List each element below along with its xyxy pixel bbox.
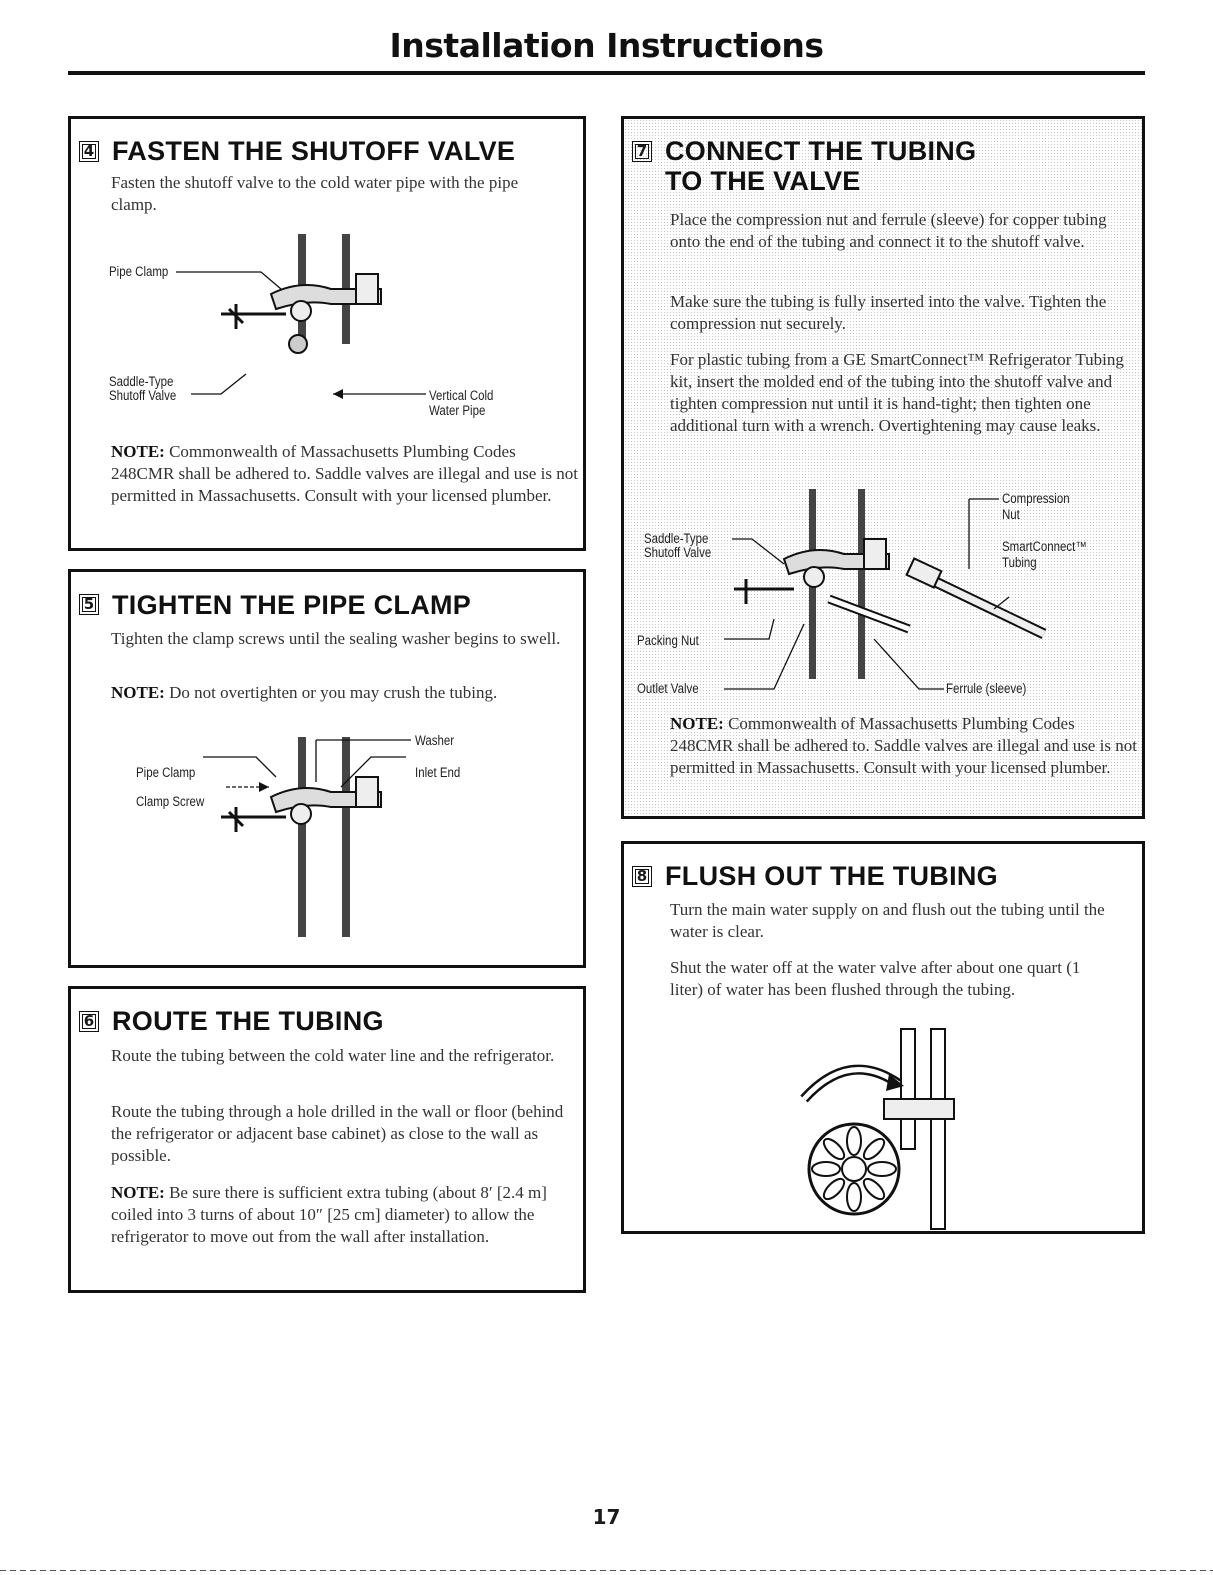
step-8-box [621, 841, 1145, 1234]
step-6-box [68, 986, 586, 1293]
label-shutoff-valve: Shutoff Valve [644, 545, 712, 560]
bottom-scan-edge [0, 1570, 1213, 1571]
step-5-box [68, 569, 586, 968]
tubing-connection-diagram [624, 489, 1142, 684]
label-inlet-end: Inlet End [415, 765, 461, 780]
label-packing-nut: Packing Nut [637, 633, 699, 648]
label-washer: Washer [415, 733, 455, 748]
step-text: For plastic tubing from a GE SmartConnect™ Refrigerator Tubing kit, insert the molded end of the tubing into the shutoff valve and tighten compression nut until it is hand-tight; then tighten one additional turn with a wrench. Overtightening may cause leaks. [670, 350, 1124, 435]
step-note: NOTE: Be sure there is sufficient extra tubing (about 8′ [2.4 m] coiled into 3 turns of about 10″ [25 cm] diameter) to allow the refrigerator to move out from the wall after installation. [111, 1183, 547, 1246]
label-pipe-clamp: Pipe Clamp [136, 765, 196, 780]
step-heading-line-2: TO THE VALVE [665, 166, 861, 196]
label-smartconnect: SmartConnect™ [1002, 539, 1087, 554]
label-water-pipe: Water Pipe [429, 403, 486, 418]
step-heading: TIGHTEN THE PIPE CLAMP [112, 590, 472, 620]
step-text: Route the tubing between the cold water line and the refrigerator. [111, 1046, 555, 1065]
pipe-clamp-diagram [71, 722, 583, 937]
step-text: Shut the water off at the water valve after about one quart (1 liter) of water has been flushed through the tubing. [670, 958, 1081, 999]
label-tubing: Tubing [1002, 555, 1037, 570]
step-number-badge: 4 [79, 141, 99, 162]
label-compression: Compression [1002, 491, 1070, 506]
step-text: Turn the main water supply on and flush out the tubing until the water is clear. [670, 900, 1105, 941]
label-vertical-cold: Vertical Cold [429, 388, 494, 403]
label-outlet-valve: Outlet Valve [637, 681, 699, 696]
page-number: 17 [592, 1505, 621, 1529]
step-number-badge: 5 [79, 594, 99, 615]
step-text: Make sure the tubing is fully inserted into the valve. Tighten the compression nut securely. [670, 292, 1107, 333]
step-heading: FLUSH OUT THE TUBING [665, 861, 998, 891]
label-clamp-screw: Clamp Screw [136, 794, 205, 809]
step-7-box [621, 116, 1145, 819]
step-number-badge: 6 [79, 1011, 99, 1032]
step-note: NOTE: Commonwealth of Massachusetts Plumbing Codes 248CMR shall be adhered to. Saddle valves are illegal and use is not permitted in Massachusetts. Consult with your licensed plumber. [670, 714, 1137, 777]
page-title: Installation Instructions [389, 26, 824, 65]
step-4-box [68, 116, 586, 551]
label-ferrule: Ferrule (sleeve) [946, 681, 1027, 696]
water-valve-diagram [624, 1029, 1142, 1229]
step-text: Place the compression nut and ferrule (sleeve) for copper tubing onto the end of the tubing and connect it to the shutoff valve. [670, 210, 1107, 251]
step-note: NOTE: Do not overtighten or you may crush the tubing. [111, 683, 498, 702]
label-shutoff-valve: Shutoff Valve [109, 388, 177, 403]
step-note: NOTE: Commonwealth of Massachusetts Plumbing Codes 248CMR shall be adhered to. Saddle valves are illegal and use is not permitted in Massachusetts. Consult with your licensed plumber. [111, 442, 578, 505]
step-number-badge: 7 [632, 141, 652, 162]
step-text: Route the tubing through a hole drilled in the wall or floor (behind the refrigerator or adjacent base cabinet) as close to the wall as possible. [111, 1102, 564, 1165]
title-rule [68, 71, 1145, 75]
step-heading: CONNECT THE TUBING [665, 136, 977, 166]
step-text: Fasten the shutoff valve to the cold water pipe with the pipe clamp. [111, 173, 519, 214]
label-saddle-type: Saddle-Type [644, 531, 709, 546]
label-pipe-clamp: Pipe Clamp [109, 264, 169, 279]
step-heading: ROUTE THE TUBING [112, 1006, 384, 1036]
step-text: Tighten the clamp screws until the sealing washer begins to swell. [111, 629, 561, 648]
step-heading: FASTEN THE SHUTOFF VALVE [112, 136, 516, 166]
step-number-badge: 8 [632, 866, 652, 887]
label-saddle-type: Saddle-Type [109, 374, 174, 389]
shutoff-valve-diagram [71, 219, 583, 344]
label-nut: Nut [1002, 507, 1020, 522]
